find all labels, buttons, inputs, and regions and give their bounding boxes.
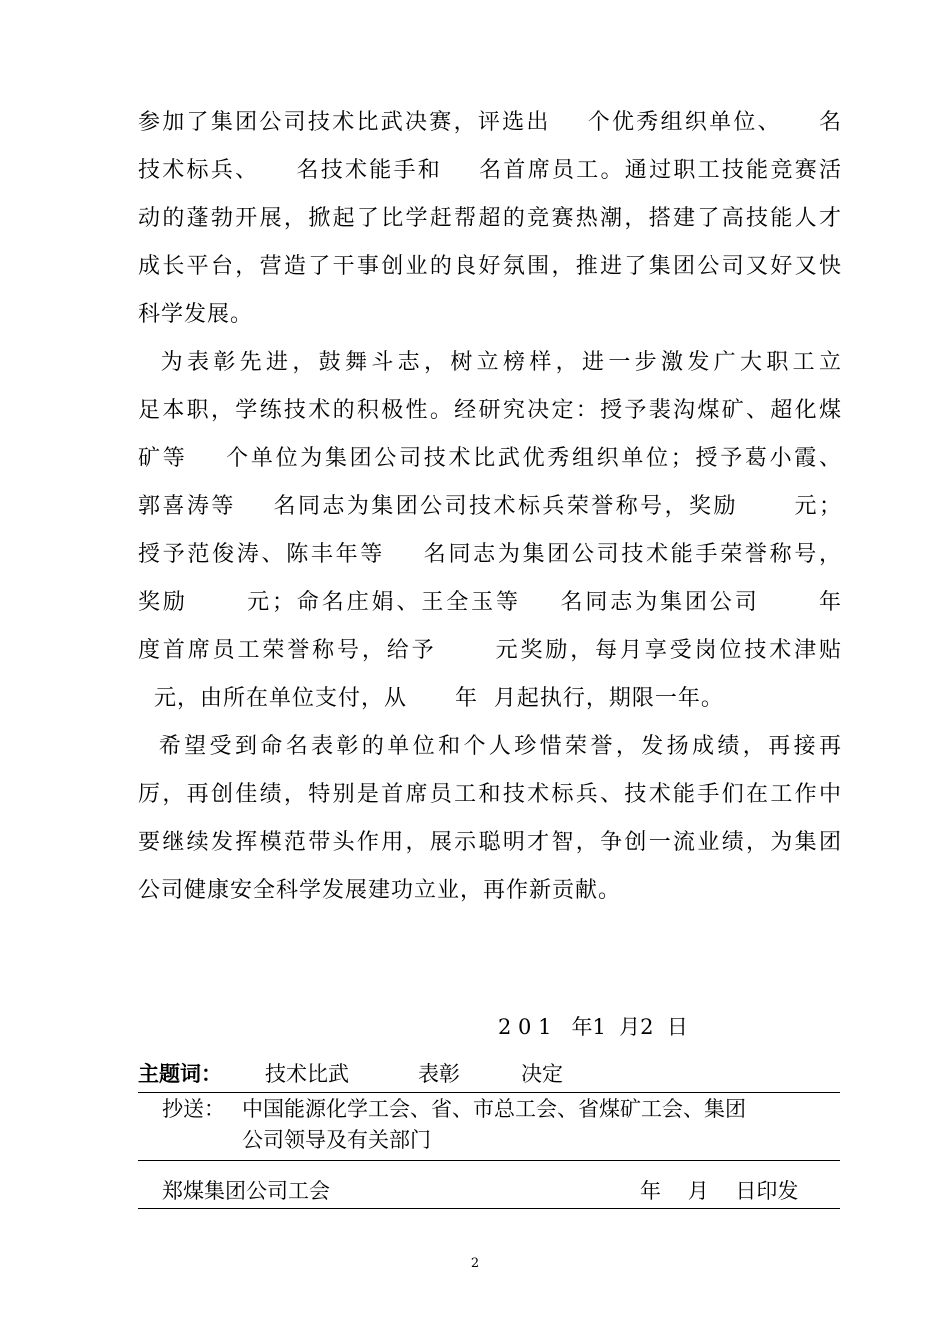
cc-recipients-line-1: 中国能源化学工会、省、市总工会、省煤矿工会、集团 <box>242 1097 746 1121</box>
body-line-9: 郭喜涛等 名同志为集团公司技术标兵荣誉称号，奖励 元； <box>138 494 842 519</box>
body-line-5: 科学发展。 <box>138 302 254 327</box>
divider <box>138 1160 840 1161</box>
keywords-label: 主题词： <box>138 1062 222 1086</box>
body-line-8: 矿等 个单位为集团公司技术比武优秀组织单位；授予葛小霞、 <box>138 446 842 471</box>
body-line-16: 要继续发挥模范带头作用，展示聪明才智，争创一流业绩，为集团 <box>138 830 842 855</box>
body-line-6: 为表彰先进，鼓舞斗志，树立榜样，进一步激发广大职工立 <box>138 350 842 375</box>
issuer-name: 郑煤集团公司工会 <box>162 1179 330 1203</box>
body-line-17: 公司健康安全科学发展建功立业，再作新贡献。 <box>138 878 622 903</box>
page-number: 2 <box>470 1256 480 1271</box>
keyword-item: 技术比武 <box>265 1062 349 1086</box>
cc-recipients-line-2: 公司领导及有关部门 <box>242 1128 431 1152</box>
body-line-14: 希望受到命名表彰的单位和个人珍惜荣誉，发扬成绩，再接再 <box>138 734 842 759</box>
divider <box>138 1208 840 1209</box>
body-line-12: 度首席员工荣誉称号，给予 元奖励，每月享受岗位技术津贴 <box>138 638 842 663</box>
body-line-3: 动的蓬勃开展，掀起了比学赶帮超的竞赛热潮，搭建了高技能人才 <box>138 206 842 231</box>
keyword-item: 表彰 <box>418 1062 460 1086</box>
body-line-4: 成长平台，营造了干事创业的良好氛围，推进了集团公司又好又快 <box>138 254 842 279</box>
body-line-15: 厉，再创佳绩，特别是首席员工和技术标兵、技术能手们在工作中 <box>138 782 842 807</box>
body-line-10: 授予范俊涛、陈丰年等 名同志为集团公司技术能手荣誉称号， <box>138 542 842 567</box>
body-line-13: 元，由所在单位支付，从 年 月起执行，期限一年。 <box>138 686 724 711</box>
body-line-1: 参加了集团公司技术比武决赛，评选出 个优秀组织单位、 名 <box>138 110 842 135</box>
signature-date: 2 0 1 年1 月2 日 <box>498 1015 688 1039</box>
body-line-11: 奖励 元；命名庄娟、王全玉等 名同志为集团公司 年 <box>138 590 842 615</box>
keyword-item: 决定 <box>521 1062 563 1086</box>
cc-label: 抄送： <box>162 1097 225 1121</box>
issue-date: 年 月 日印发 <box>640 1179 799 1203</box>
divider <box>138 1092 840 1093</box>
body-line-2: 技术标兵、 名技术能手和 名首席员工。通过职工技能竞赛活 <box>138 158 842 183</box>
body-line-7: 足本职，学练技术的积极性。经研究决定：授予裴沟煤矿、超化煤 <box>138 398 842 423</box>
